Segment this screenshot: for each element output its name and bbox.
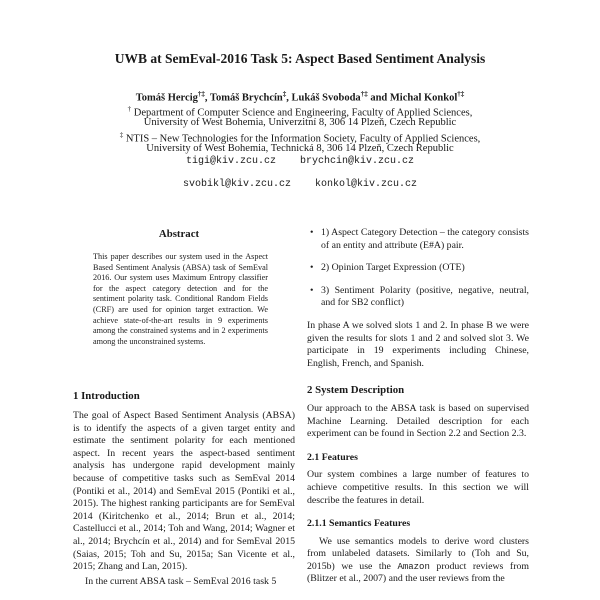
list-item [307,227,529,252]
email-link[interactable]: svobikl@kiv.zcu.cz [182,179,291,190]
author-separator: , [204,92,210,104]
right-column [307,227,529,586]
affiliation-line: University of West Bohemia, Technická 8, 306 14 Plzeň, Czech Republic [146,143,454,154]
list-item-text: 1) Aspect Category Detection – the category consists of an entity and attribute (E#A) pair. [321,227,529,251]
paragraph: The goal of Aspect Based Sentiment Analysis (ABSA) is to identify the aspects of a given target entity and estimate the sentiment polarity for each mentioned aspect. In recent years the aspect-based sentiment analysis has undergone rapid development mainly because of competitive tasks such as SemEval 2014 (Pontiki et al., 2014) and SemEval 2015 (Pontiki et al., 2015). The highest ranking participants are for SemEval 2014 (Kiritchenko et al., 2014; Brun et al., 2014; Castellucci et al., 2014; Toh and Wang, 2014; Wagner et al., 2014; Brychcín et al., 2014) and for SemEval 2015 (Saias, 2015; Toh and Su, 2015a; San Vicente et al., 2015; Zhang and Lan, 2015). [73,410,295,573]
email-row [0,156,600,167]
list-item-text: 3) Sentiment Polarity (positive, negative, neutral, and for SB2 conflict) [321,284,529,309]
author-separator: and [367,92,390,104]
paragraph: Our system combines a large number of features to achieve competitive results. In this section we will describe the features in detail. [307,469,529,506]
affiliation-mark: † [127,105,132,113]
list-item-text: 2) Opinion Target Expression (OTE) [321,262,465,274]
abstract-heading [95,228,263,240]
affiliation-text: Department of Computer Science and Engineering, Faculty of Applied Sciences, [133,107,473,119]
author-affiliation-mark: †‡ [360,90,368,98]
subsection-heading: 2.1 Features [307,451,358,463]
author-separator: , [286,92,292,104]
abstract-text: This paper describes our system used in the Aspect Based Sentiment Analysis (ABSA) task of SemEval 2016. Our system uses Maximum Entropy classifier for the aspect category detection and for the sentiment polarity task. Conditional Random Fields (CRF) are used for opinion target extraction. We achieve state-of-the-art results in 9 experiments among the constrained systems and in 2 experiments among the unconstrained systems. [93,252,268,346]
paper-title: UWB at SemEval-2016 Task 5: Aspect Based Sentiment Analysis [114,51,486,66]
code-term: Amazon [397,561,430,572]
slot-list [307,227,529,310]
paragraph [307,536,529,586]
intro-section [73,410,295,588]
paragraph-text: product reviews from (Blitzer et al., 2007) and the user reviews from the [307,560,529,585]
section-heading [73,390,295,402]
list-item [307,285,529,310]
email-row [0,179,600,190]
paragraph-text: We use semantics models to derive word clusters from unlabeled datasets. Similarly to (Toh and Su, 2015b) we use the [307,535,529,572]
paragraph: Our approach to the ABSA task is based on supervised Machine Learning. Detailed description for each experiment can be found in Section 2.2 and Section 2.3. [307,402,529,440]
author-affiliation-mark: †‡ [197,90,205,98]
email-link[interactable]: konkol@kiv.zcu.cz [315,179,418,190]
affiliation-mark: ‡ [119,131,124,139]
author-affiliation-mark: †‡ [457,90,465,98]
bullet-icon: • [310,284,314,296]
bullet-icon: • [310,227,314,238]
author-name: Lukáš Svoboda [291,92,361,104]
email-link[interactable]: tigi@kiv.zcu.cz [185,156,276,167]
affiliation-line: University of West Bohemia, Univerzitní 8, 306 14 Plzeň, Czech Republic [143,117,457,128]
author-name: Tomáš Hercig [135,92,198,104]
subsubsection-heading: 2.1.1 Semantics Features [307,518,411,530]
author-name: Michal Konkol [389,92,458,104]
author-affiliation-mark: ‡ [282,90,287,98]
author-name: Tomáš Brychcín [209,92,283,104]
section-heading-text: 1 Introduction [73,390,140,402]
bullet-icon: • [310,262,314,274]
list-item [307,262,529,275]
email-link[interactable]: brychcin@kiv.zcu.cz [300,156,415,167]
section-heading: 2 System Description [307,384,405,397]
paragraph: In phase A we solved slots 1 and 2. In phase B we were given the results for slots 1 and 2 and solved slot 3. We participate in 19 experiments including Chinese, English, French, and Spanish. [307,319,529,369]
paragraph: In the current ABSA task – SemEval 2016 task 5 [85,575,277,587]
abstract-heading-text: Abstract [158,228,200,240]
affiliation-text: NTIS – New Technologies for the Information Society, Faculty of Applied Sciences, [125,133,481,145]
